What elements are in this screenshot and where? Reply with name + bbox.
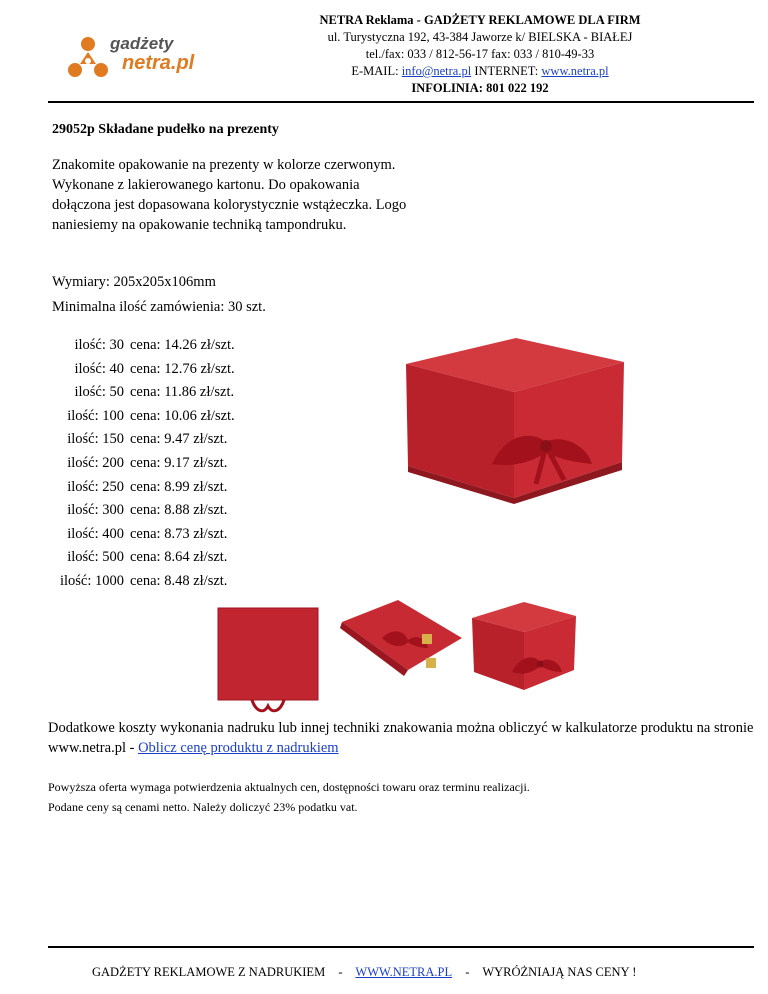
footer xyxy=(92,965,646,980)
offer-note: Powyższa oferta wymaga potwierdzenia aktualnych cen, dostępności towaru oraz terminu realizacji. xyxy=(48,780,530,794)
price-value: cena: 8.88 zł/szt. xyxy=(130,502,228,519)
netra-logo xyxy=(66,36,206,86)
product-image-flat xyxy=(216,606,320,718)
header-address: ul. Turystyczna 192, 43-384 Jaworze k/ BIELSKA - BIAŁEJ xyxy=(327,30,633,44)
price-row xyxy=(44,361,235,385)
price-value: cena: 9.47 zł/szt. xyxy=(130,431,228,448)
price-value: cena: 9.17 zł/szt. xyxy=(130,454,228,471)
header-divider xyxy=(48,101,754,103)
product-image-small-box xyxy=(468,598,580,694)
footer-website-link[interactable]: WWW.NETRA.PL xyxy=(355,965,453,979)
price-row xyxy=(44,455,235,479)
price-row xyxy=(44,337,235,361)
price-value: cena: 8.73 zł/szt. xyxy=(130,525,228,542)
price-value: cena: 8.48 zł/szt. xyxy=(130,572,228,589)
additional-costs-sentence: Dodatkowe koszty wykonania nadruku lub innej techniki znakowania można obliczyć w kalkulatorze produktu na stronie www.netra.pl - xyxy=(48,720,754,756)
logo-icon xyxy=(66,36,110,82)
price-row xyxy=(44,526,235,550)
footer-slogan-left: GADŻETY REKLAMOWE Z NADRUKIEM xyxy=(92,965,326,979)
price-qty: ilość: 40 xyxy=(74,360,124,377)
price-row xyxy=(44,502,235,526)
price-row xyxy=(44,549,235,573)
price-value: cena: 10.06 zł/szt. xyxy=(130,407,235,424)
additional-costs-text xyxy=(48,718,758,758)
price-value: cena: 14.26 zł/szt. xyxy=(130,337,235,353)
email-label: E-MAIL: xyxy=(351,64,402,78)
internet-label: INTERNET: xyxy=(471,64,542,78)
price-row xyxy=(44,431,235,455)
price-list xyxy=(44,337,235,597)
price-row xyxy=(44,384,235,408)
price-row xyxy=(44,408,235,432)
logo-text-netra: netra.pl xyxy=(122,52,195,74)
price-qty: ilość: 400 xyxy=(67,525,124,542)
price-qty: ilość: 300 xyxy=(67,502,124,519)
company-header xyxy=(250,12,710,97)
price-qty: ilość: 30 xyxy=(74,337,124,353)
vat-note: Podane ceny są cenami netto. Należy doliczyć 23% podatku vat. xyxy=(48,800,358,814)
price-qty: ilość: 500 xyxy=(67,549,124,566)
footer-slogan-right: WYRÓŻNIAJĄ NAS CENY ! xyxy=(482,965,637,979)
price-row xyxy=(44,573,235,597)
product-image-folded xyxy=(338,598,466,680)
header-company-name: NETRA Reklama - GADŻETY REKLAMOWE DLA FIRM xyxy=(319,13,641,27)
price-qty: ilość: 250 xyxy=(67,478,124,495)
product-dimensions: Wymiary: 205x205x106mm xyxy=(52,274,216,290)
price-value: cena: 12.76 zł/szt. xyxy=(130,360,235,377)
price-calculator-link[interactable]: Oblicz cenę produktu z nadrukiem xyxy=(138,740,339,756)
footer-separator: - xyxy=(338,965,343,979)
product-image-main xyxy=(396,334,636,506)
price-row xyxy=(44,479,235,503)
price-qty: ilość: 50 xyxy=(74,384,124,401)
price-qty: ilość: 200 xyxy=(67,454,124,471)
product-title: 29052p Składane pudełko na prezenty xyxy=(52,122,279,137)
header-phone: tel./fax: 033 / 812-56-17 fax: 033 / 810-49-33 xyxy=(365,47,595,61)
price-qty: ilość: 1000 xyxy=(59,572,124,589)
website-link[interactable]: www.netra.pl xyxy=(541,64,609,78)
header-infolinia: INFOLINIA: 801 022 192 xyxy=(411,81,549,95)
email-link[interactable]: info@netra.pl xyxy=(401,64,472,78)
price-value: cena: 11.86 zł/szt. xyxy=(130,384,235,401)
product-description: Znakomite opakowanie na prezenty w kolorze czerwonym. Wykonane z lakierowanego kartonu. Do opakowania dołączona jest dopasowana kolorystycznie wstążeczka. Logo naniesiemy na opakowanie techniką tampondruku. xyxy=(52,157,407,233)
header-contact xyxy=(250,63,710,80)
footer-divider xyxy=(48,946,754,948)
price-value: cena: 8.99 zł/szt. xyxy=(130,478,228,495)
price-value: cena: 8.64 zł/szt. xyxy=(130,549,228,566)
price-qty: ilość: 100 xyxy=(67,407,124,424)
logo-text-gadzety: gadżety xyxy=(110,34,174,53)
price-qty: ilość: 150 xyxy=(67,431,124,448)
footer-separator: - xyxy=(465,965,470,979)
product-min-order: Minimalna ilość zamówienia: 30 szt. xyxy=(52,299,266,315)
